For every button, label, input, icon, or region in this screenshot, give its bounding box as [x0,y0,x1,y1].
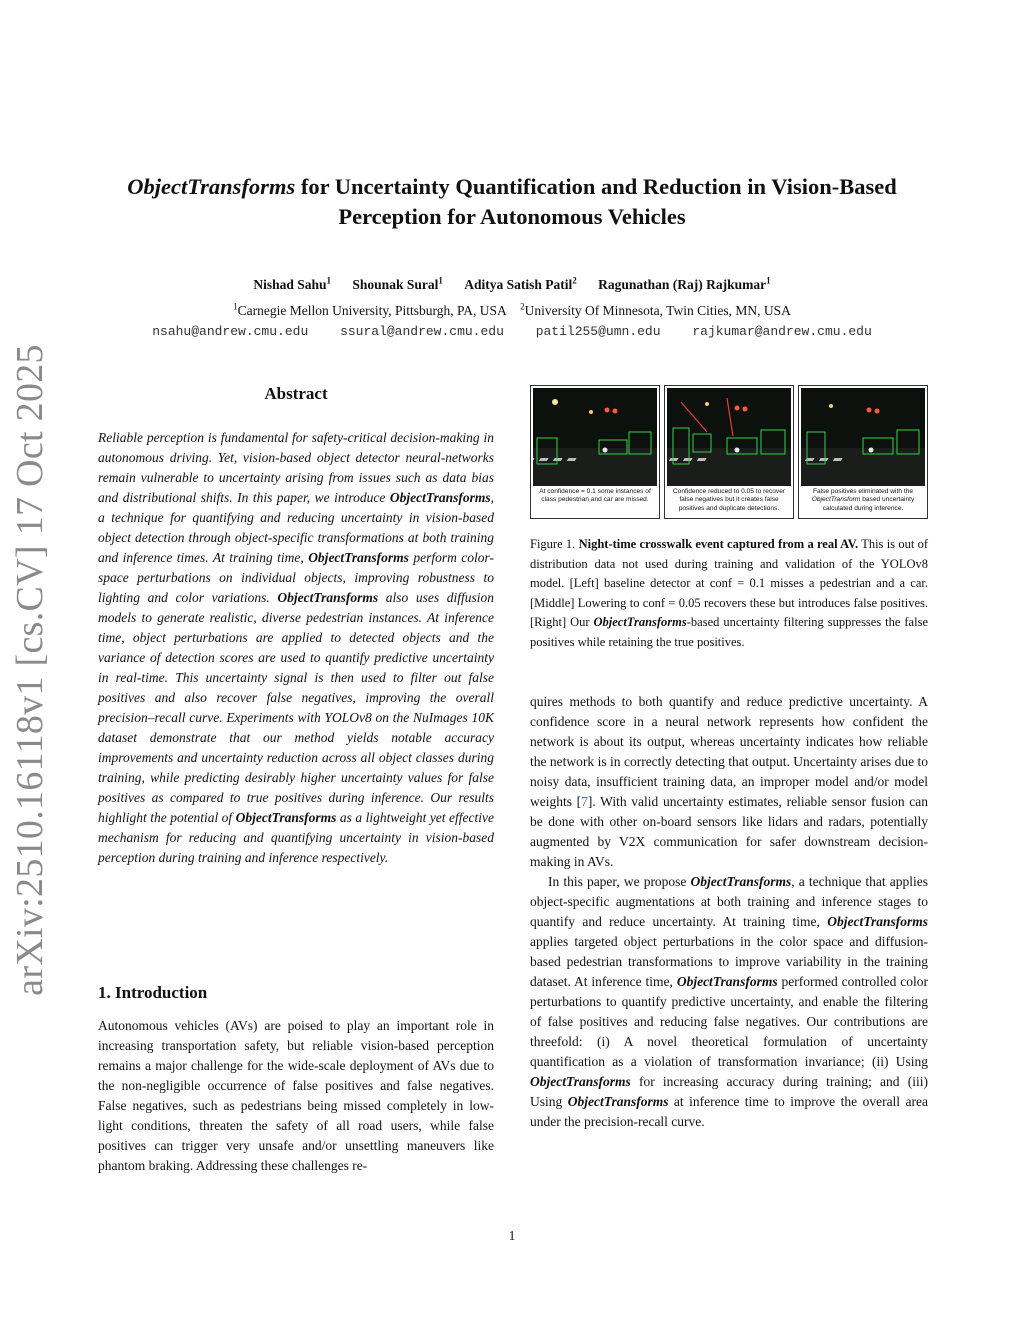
email: patil255@umn.edu [535,324,661,339]
panel-caption: Confidence reduced to 0.05 to recover false negatives but it creates false positives and duplicate detections. [672,488,786,512]
night-crosswalk-photo [801,388,925,486]
right-column-body [530,692,928,1132]
figure-1 [530,385,928,519]
paper-title [90,172,934,232]
author: Aditya Satish Patil$^2$ [464,275,577,292]
arxiv-stamp-text: arXiv:2510.16118v1 [cs.CV] 17 Oct 2025 [9,344,51,996]
email: nsahu@andrew.cmu.edu [152,324,309,339]
panel-caption: At confidence = 0.1 some instances of class pedestrian and car are missed. [539,488,651,504]
section-heading-introduction: 1. Introduction [98,983,208,1002]
figure-panel-right [798,385,928,519]
paragraph: quires methods to both quantify and reduce predictive uncertainty. A confidence score in a neural network represents how confident the network is about its output, whereas uncertainty indicates how reliable the network is in correctly detecting that output. Uncertainty arises due to noisy data, insufficient training data, an improper model and/or model weights [7]. With valid uncertainty estimates, reliable sensor fusion can be done with other on-board sensors like lidars and radars, potentially augmented by V2X communication for safer downstream decision-making in AVs. [530,694,928,869]
title-line2: Perception for Autonomous Vehicles [338,204,686,229]
affiliation: $^2$University Of Minnesota, Twin Cities, MN, USA [520,301,791,318]
panel-caption: False positives eliminated with the ObjectTransform based uncertainty calculated during inference. [811,488,915,512]
figure-panel-left [530,385,660,519]
arxiv-stamp [0,344,60,996]
email: ssural@andrew.cmu.edu [340,324,504,339]
affiliation: $^1$Carnegie Mellon University, Pittsburgh, PA, USA [233,301,507,318]
author-emails [90,324,934,339]
figure-caption: Figure 1. Night-time crosswalk event captured from a real AV. This is out of distribution data not used during training and validation of the YOLOv8 model. [Left] baseline detector at conf = 0.1 misses a pedestrian and a car. [Middle] Lowering to conf = 0.05 recovers these but introduces false positives. [Right] Our ObjectTransforms-based uncertainty filtering suppresses the false positives while retaining the true positives. [530,537,928,649]
author: Shounak Sural$^1$ [352,275,443,292]
abstract-body: Reliable perception is fundamental for safety-critical decision-making in autonomous driving. Yet, vision-based object detector neural-networks remain vulnerable to uncertainty arising from issues such as data bias and distributional shifts. In this paper, we introduce ObjectTransforms, a technique for quantifying and reducing uncertainty in vision-based object detection through object-specific transformations at both training and inference times. At training time, ObjectTransforms perform color-space perturbations on individual objects, improving robustness to lighting and color variations. ObjectTransforms also uses diffusion models to generate realistic, diverse pedestrian instances. At inference time, object perturbations are applied to detected objects and the variance of detection scores are used to quantify predictive uncertainty in real-time. This uncertainty signal is then used to filter out false positives and also recover false negatives, improving the overall precision–recall curve. Experiments with YOLOv8 on the NuImages 10K dataset demonstrate that our method yields notable accuracy improvements and uncertainty reduction across all object classes during training, while predicting desirably higher uncertainty values for false positives as compared to true positives during inference. Our results highlight the potential of ObjectTransforms as a lightweight yet effective mechanism for reducing and quantifying uncertainty in vision-based perception during training and inference respectively. [98,430,494,865]
author: Nishad Sahu$^1$ [253,275,332,292]
paragraph: In this paper, we propose ObjectTransforms, a technique that applies object-specific augmentations at both training and inference stages to quantify and reduce uncertainty. At training time, ObjectTransforms applies targeted object perturbations in the color space and diffusion-based pedestrian transformations to improve variability in the training dataset. At inference time, ObjectTransforms performed controlled color perturbations to quantify predictive uncertainty, and enable the filtering of false positives and reducing false negatives. Our contributions are threefold: (i) A novel theoretical formulation of uncertainty quantification as a violation of transformation invariance; (ii) Using ObjectTransforms for increasing accuracy during training; and (iii) Using ObjectTransforms at inference time to improve the overall area under the precision-recall curve. [530,874,928,1129]
affiliations [90,301,934,319]
email: rajkumar@andrew.cmu.edu [692,324,872,339]
abstract-heading: Abstract [264,384,328,403]
author-list [90,275,934,293]
citation-link[interactable]: 7 [581,794,588,809]
page-number: 1 [508,1228,516,1243]
night-crosswalk-photo [533,388,657,486]
introduction-body: Autonomous vehicles (AVs) are poised to play an important role in increasing transportation safety, but reliable vision-based perception remains a major challenge for the wide-scale deployment of AVs due to the non-negligible occurrence of false positives and false negatives. False negatives, such as pedestrians being missed completely in low-light conditions, threaten the safety of all road users, while false positives can trigger very unsafe and/or unsettling maneuvers like phantom braking. Addressing these challenges re- [98,1018,494,1173]
night-crosswalk-photo [667,388,791,486]
figure-panel-middle [664,385,794,519]
author: Ragunathan (Raj) Rajkumar$^1$ [598,275,771,292]
title-line1: for Uncertainty Quantification and Reduction in Vision-Based [295,174,897,199]
title-emphasis: ObjectTransforms [127,174,296,199]
